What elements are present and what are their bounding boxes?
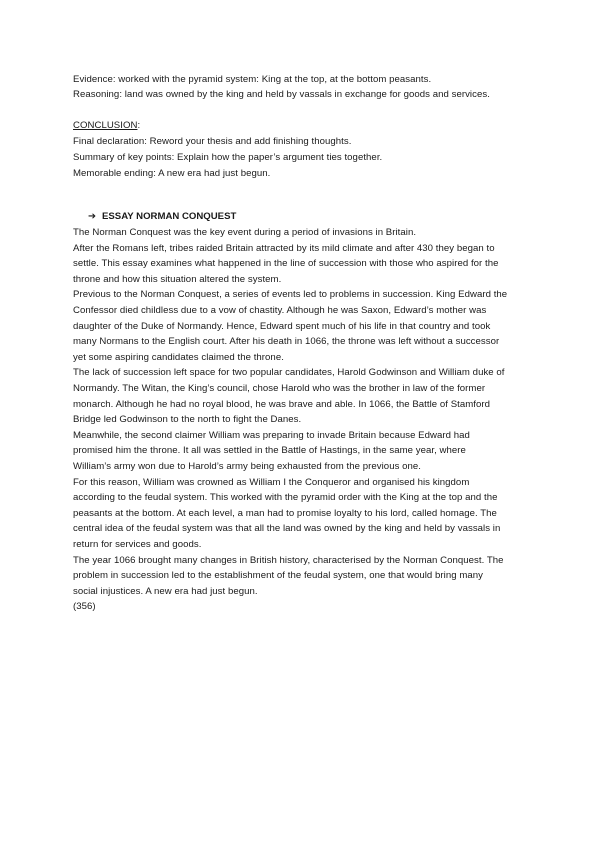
essay-line: Bridge led Godwinson to the north to fight the Danes. bbox=[73, 414, 302, 426]
essay-line: throne and how this situation altered the system. bbox=[73, 273, 282, 285]
essay-line: according to the feudal system. This worked with the pyramid order with the King at the top and the bbox=[73, 492, 498, 504]
essay-line: After the Romans left, tribes raided Britain attracted by its mild climate and after 430 they began to bbox=[73, 242, 495, 254]
reasoning-line: Reasoning: land was owned by the king and held by vassals in exchange for goods and services. bbox=[73, 89, 490, 100]
essay-title: ESSAY NORMAN CONQUEST bbox=[102, 211, 237, 222]
essay-line: monarch. Although he had no royal blood, he was brave and able. In 1066, the Battle of Stamford bbox=[73, 398, 491, 410]
essay-line: problem in succession led to the establishment of the feudal system, one that would bring many bbox=[73, 570, 483, 582]
evidence-line: Evidence: worked with the pyramid system: King at the top, at the bottom peasants. bbox=[73, 74, 432, 85]
essay-line: return for services and goods. bbox=[73, 539, 202, 550]
conclusion-heading bbox=[73, 120, 140, 132]
essay-line: Previous to the Norman Conquest, a series of events led to problems in succession. King Edward the bbox=[73, 289, 508, 301]
essay-line: William’s army won due to Harold’s army being exhausted from the previous one. bbox=[73, 461, 422, 472]
essay-line: Meanwhile, the second claimer William was preparing to invade Britain because Edward had bbox=[73, 429, 470, 441]
essay-line: The Norman Conquest was the key event during a period of invasions in Britain. bbox=[73, 227, 417, 238]
essay-line: peasants at the bottom. At each level, a man had to promise loyalty to his lord, called homage. The bbox=[73, 507, 497, 519]
essay-line: Normandy. The Witan, the King’s council, chose Harold who was the brother in law of the former bbox=[73, 383, 486, 394]
essay-heading bbox=[88, 211, 236, 223]
essay-line: promised him the throne. It all was settled in the Battle of Hastings, in the same year, where bbox=[73, 445, 466, 457]
essay-line: Confessor died childless due to a vow of chastity. Although he was Saxon, Edward’s mother was bbox=[73, 305, 487, 316]
essay-line: The year 1066 brought many changes in British history, characterised by the Norman Conquest. The bbox=[73, 554, 504, 566]
essay-line: The lack of succession left space for two popular candidates, Harold Godwinson and William duke of bbox=[73, 367, 505, 379]
essay-line: social injustices. A new era had just begun. bbox=[73, 585, 258, 597]
essay-line: (356) bbox=[73, 601, 96, 613]
conclusion-colon: : bbox=[137, 120, 141, 131]
essay-line: many Normans to the English court. After his death in 1066, the throne was left without a successor bbox=[73, 336, 500, 348]
summary-line: Summary of key points: Explain how the paper’s argument ties together. bbox=[73, 152, 383, 163]
conclusion-label: CONCLUSION bbox=[73, 120, 138, 131]
memorable-ending-line: Memorable ending: A new era had just begun. bbox=[73, 168, 271, 179]
arrow-icon: ➔ bbox=[88, 211, 97, 222]
essay-line: yet some aspiring candidates claimed the throne. bbox=[73, 351, 284, 363]
final-declaration-line: Final declaration: Reword your thesis and add finishing thoughts. bbox=[73, 136, 352, 147]
essay-line: daughter of the Duke of Normandy. Hence, Edward spent much of his life in that country and took bbox=[73, 320, 491, 332]
essay-line: central idea of the feudal system was that all the land was owned by the king and held by vassals in bbox=[73, 523, 501, 535]
essay-line: settle. This essay examines what happened in the line of succession with those who aspired for the bbox=[73, 258, 499, 270]
essay-line: For this reason, William was crowned as William I the Conqueror and organised his kingdom bbox=[73, 476, 470, 488]
